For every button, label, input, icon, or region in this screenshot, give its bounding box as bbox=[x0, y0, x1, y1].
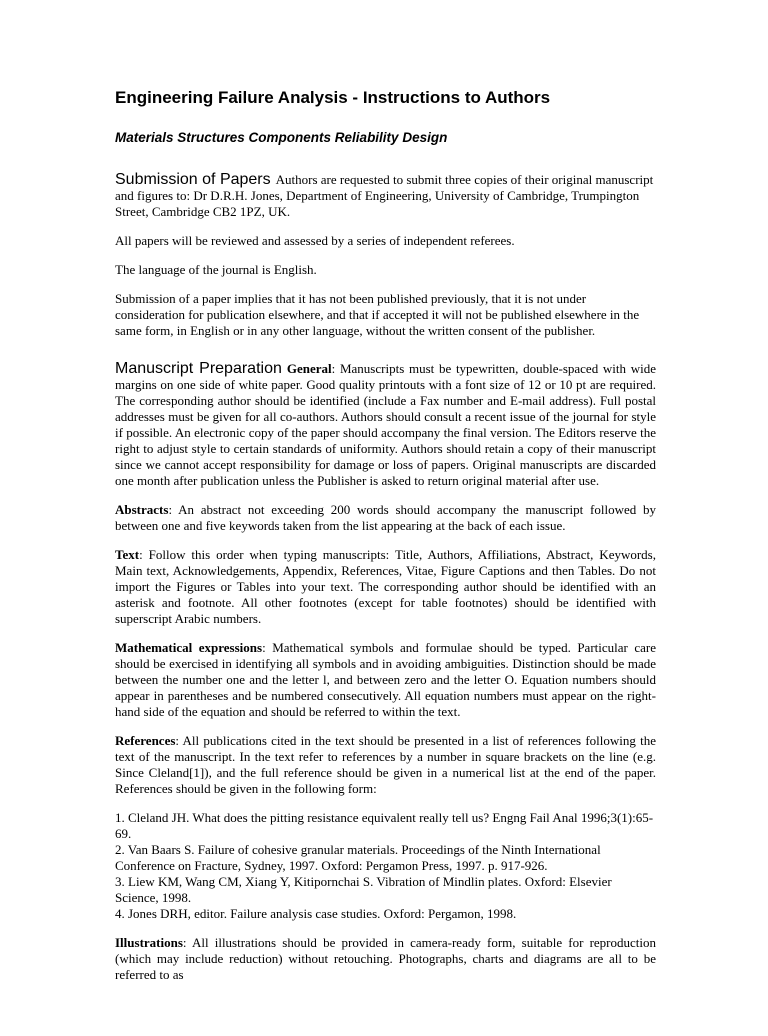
text-text: : Follow this order when typing manuscripts: Title, Authors, Affiliations, Abstract, Keywords, Main text, Acknowledgements, Appendix, References, Vitae, Figure Captions and then Tables. Do not import the Figures or Tables into your text. The corresponding author should be identified with an asterisk and footnote. All other footnotes (except for table footnotes) should be identified with superscript Arabic numbers. bbox=[115, 547, 656, 626]
abstracts-label: Abstracts bbox=[115, 502, 169, 517]
reference-item: 3. Liew KM, Wang CM, Xiang Y, Kitipornchai S. Vibration of Mindlin plates. Oxford: Elsevier Science, 1998. bbox=[115, 874, 612, 905]
paragraph-references bbox=[115, 733, 656, 797]
math-label: Mathematical expressions bbox=[115, 640, 263, 655]
illustrations-label: Illustrations bbox=[115, 935, 183, 950]
illustrations-text: : All illustrations should be provided in camera-ready form, suitable for reproduction (which may include reduction) without retouching. Photographs, charts and diagrams are all to be referred to as bbox=[115, 935, 656, 982]
text-label: Text bbox=[115, 547, 140, 562]
section-heading-manuscript-preparation: Manuscript Preparation bbox=[115, 360, 282, 377]
paragraph-mathematical-expressions bbox=[115, 640, 656, 720]
paragraph-review: All papers will be reviewed and assessed by a series of independent referees. bbox=[115, 233, 515, 248]
page-title: Engineering Failure Analysis - Instructions to Authors bbox=[115, 88, 551, 107]
reference-item: 4. Jones DRH, editor. Failure analysis case studies. Oxford: Pergamon, 1998. bbox=[115, 906, 517, 921]
paragraph-language: The language of the journal is English. bbox=[115, 262, 317, 277]
math-text: : Mathematical symbols and formulae should be typed. Particular care should be exercised in identifying all symbols and in avoiding ambiguities. Distinction should be made between the number one and the letter l, and between zero and the letter O. Equation numbers should appear in parentheses and be numbered consecutively. All equation numbers must appear on the right-hand side of the equation and should be referred to within the text. bbox=[115, 640, 657, 719]
paragraph-submission-intro bbox=[115, 172, 656, 220]
submission-intro-text: Authors are requested to submit three copies of their original manuscript and figures to: Dr D.R.H. Jones, Department of Engineering, University of Cambridge, Trumpington Street, Cambridge CB2 1PZ, UK. bbox=[115, 172, 654, 219]
paragraph-abstracts bbox=[115, 502, 656, 534]
references-label: References bbox=[115, 733, 176, 748]
general-label: General bbox=[286, 361, 332, 376]
references-text: : All publications cited in the text should be presented in a list of references following the text of the manuscript. In the text refer to references by a number in square brackets on the line (e.g. Since Cleland[1]), and the full reference should be given in a numerical list at the end of the paper. References should be given in the following form: bbox=[115, 733, 656, 796]
paragraph-general bbox=[115, 361, 656, 489]
general-text: : Manuscripts must be typewritten, double-spaced with wide margins on one side of white paper. Good quality printouts with a font size of 12 or 10 pt are required. The corresponding author should be identified (include a Fax number and E-mail address). Full postal addresses must be given for all co-authors. Authors should consult a recent issue of the journal for style if possible. An electronic copy of the paper should accompany the final version. The Editors reserve the right to adjust style to certain standards of uniformity. Authors should retain a copy of their manuscript since we cannot accept responsibility for damage or loss of papers. Original manuscripts are discarded one month after publication unless the Publisher is asked to return original material after use. bbox=[115, 361, 656, 488]
reference-item: 1. Cleland JH. What does the pitting resistance equivalent really tell us? Engng Fail Anal 1996;3(1):65-69. bbox=[115, 810, 654, 841]
abstracts-text: : An abstract not exceeding 200 words should accompany the manuscript followed by between one and five keywords taken from the list appearing at the back of each issue. bbox=[115, 502, 656, 533]
reference-item: 2. Van Baars S. Failure of cohesive granular materials. Proceedings of the Ninth International Conference on Fracture, Sydney, 1997. Oxford: Pergamon Press, 1997. p. 917-926. bbox=[115, 842, 601, 873]
paragraph-illustrations bbox=[115, 935, 656, 983]
paragraph-submission-implies: Submission of a paper implies that it has not been published previously, that it is not under consideration for publication elsewhere, and that if accepted it will not be published elsewhere in the same form, in English or in any other language, without the written consent of the publisher. bbox=[115, 291, 640, 338]
page-subtitle: Materials Structures Components Reliability Design bbox=[115, 130, 448, 145]
section-heading-submission-of-papers: Submission of Papers bbox=[115, 171, 271, 188]
paragraph-text-order bbox=[115, 547, 656, 627]
reference-list bbox=[115, 810, 656, 922]
